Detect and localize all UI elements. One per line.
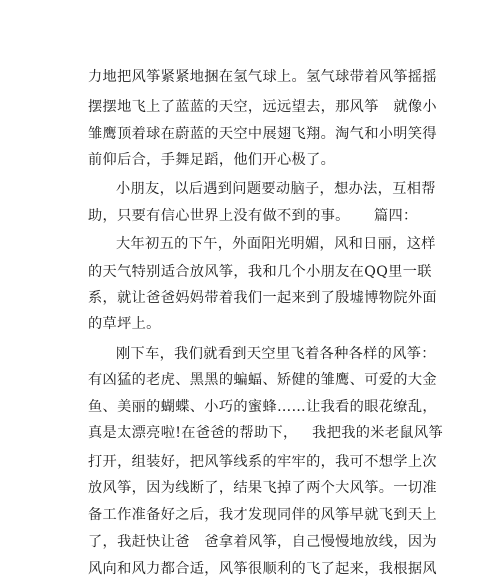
text-line: 大年初五的下午，外面阳光明媚，风和日丽，这样 [116, 236, 436, 252]
text-line: 有凶猛的老虎、黑黑的蝙蝠、矫健的雏鹰、可爱的大金 [88, 372, 437, 388]
text-line: 真是太漂亮啦!在爸爸的帮助下， 我把我的米老鼠风筝 [88, 425, 443, 441]
text-line: 小朋友，以后遇到问题要动脑子，想办法，互相帮 [116, 181, 436, 197]
text-line: 的草坪上。 [88, 316, 161, 332]
text-line: 系，就让爸爸妈妈带着我们一起来到了殷墟博物院外面 [88, 290, 437, 306]
text-line: 备工作准备好之后，我才发现同伴的风筝早就飞到天上 [88, 507, 437, 523]
text-line: 的天气特别适合放风筝，我和几个小朋友在QQ里一联 [88, 264, 432, 280]
text-line: 摆摆地飞上了蓝蓝的天空，远远望去，那风筝 就像小 [88, 99, 437, 115]
text-line: 助，只要有信心世界上没有做不到的事。 篇四： [88, 208, 418, 224]
text-line: 了，我赶快让爸 爸拿着风筝，自己慢慢地放线，因为 [88, 534, 437, 550]
text-line: 力地把风筝紧紧地捆在氢气球上。氢气球带着风筝摇摇 [88, 69, 437, 85]
text-line: 前仰后合，手舞足蹈，他们开心极了。 [88, 152, 336, 168]
text-line: 雏鹰顶着球在蔚蓝的天空中展翅飞翔。淘气和小明笑得 [88, 126, 437, 142]
text-line: 刚下车，我们就看到天空里飞着各种各样的风筝： [116, 346, 436, 362]
text-line: 风向和风力都合适，风筝很顺利的飞了起来，我根据风 [88, 561, 437, 577]
text-line: 鱼、美丽的蝴蝶、小巧的蜜蜂……让我看的眼花缭乱， [88, 399, 437, 415]
text-line: 放风筝，因为线断了，结果飞掉了两个大风筝。一切准 [88, 480, 437, 496]
text-line: 打开，组装好，把风筝线系的牢牢的，我可不想学上次 [88, 454, 437, 470]
